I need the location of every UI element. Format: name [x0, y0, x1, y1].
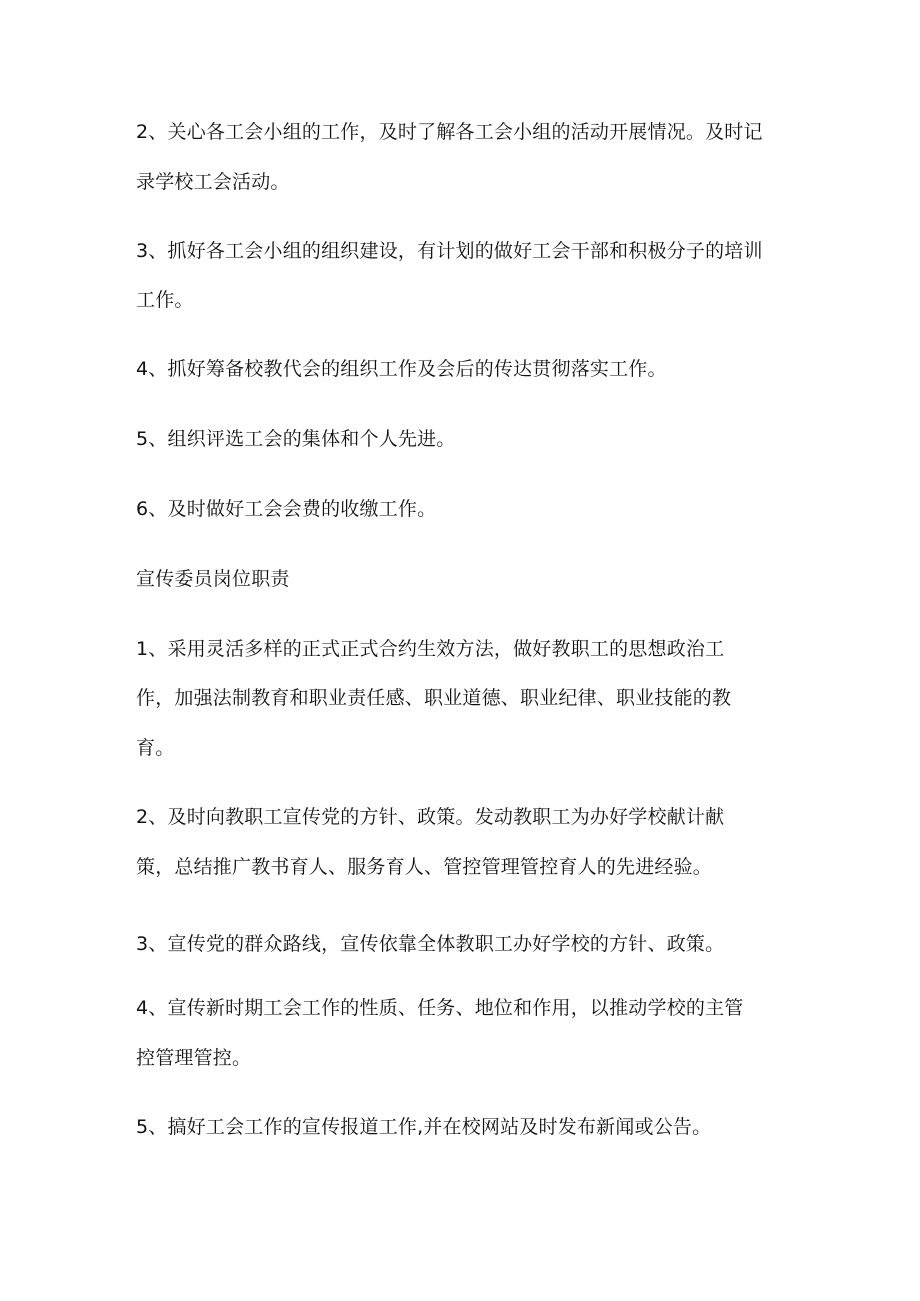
paragraph-line: 录学校工会活动。	[136, 171, 290, 193]
paragraph-line: 作，加强法制教育和职业责任感、职业道德、职业纪律、职业技能的教	[136, 687, 732, 709]
section-heading: 宣传委员岗位职责	[136, 568, 290, 590]
paragraph-line: 5、搞好工会工作的宣传报道工作,并在校网站及时发布新闻或公告。	[136, 1116, 712, 1138]
paragraph-line: 4、宣传新时期工会工作的性质、任务、地位和作用，以推动学校的主管	[136, 997, 744, 1019]
paragraph-line: 控管理管控。	[136, 1047, 252, 1069]
paragraph-line: 工作。	[136, 289, 194, 311]
paragraph-line: 2、及时向教职工宣传党的方针、政策。发动教职工为办好学校献计献	[136, 806, 725, 828]
paragraph-line: 3、抓好各工会小组的组织建设，有计划的做好工会干部和积极分子的培训	[136, 240, 763, 262]
paragraph-line: 1、采用灵活多样的正式正式合约生效方法，做好教职工的思想政治工	[136, 638, 725, 660]
paragraph-line: 育。	[136, 737, 175, 759]
paragraph-line: 5、组织评选工会的集体和个人先进。	[136, 428, 456, 450]
paragraph-line: 4、抓好筹备校教代会的组织工作及会后的传达贯彻落实工作。	[136, 358, 667, 380]
paragraph-line: 3、宣传党的群众路线，宣传依靠全体教职工办好学校的方针、政策。	[136, 933, 725, 955]
paragraph-line: 6、及时做好工会会费的收缴工作。	[136, 498, 437, 520]
paragraph-line: 策，总结推广教书育人、服务育人、管控管理管控育人的先进经验。	[136, 856, 713, 878]
paragraph-line: 2、关心各工会小组的工作，及时了解各工会小组的活动开展情况。及时记	[136, 121, 763, 143]
